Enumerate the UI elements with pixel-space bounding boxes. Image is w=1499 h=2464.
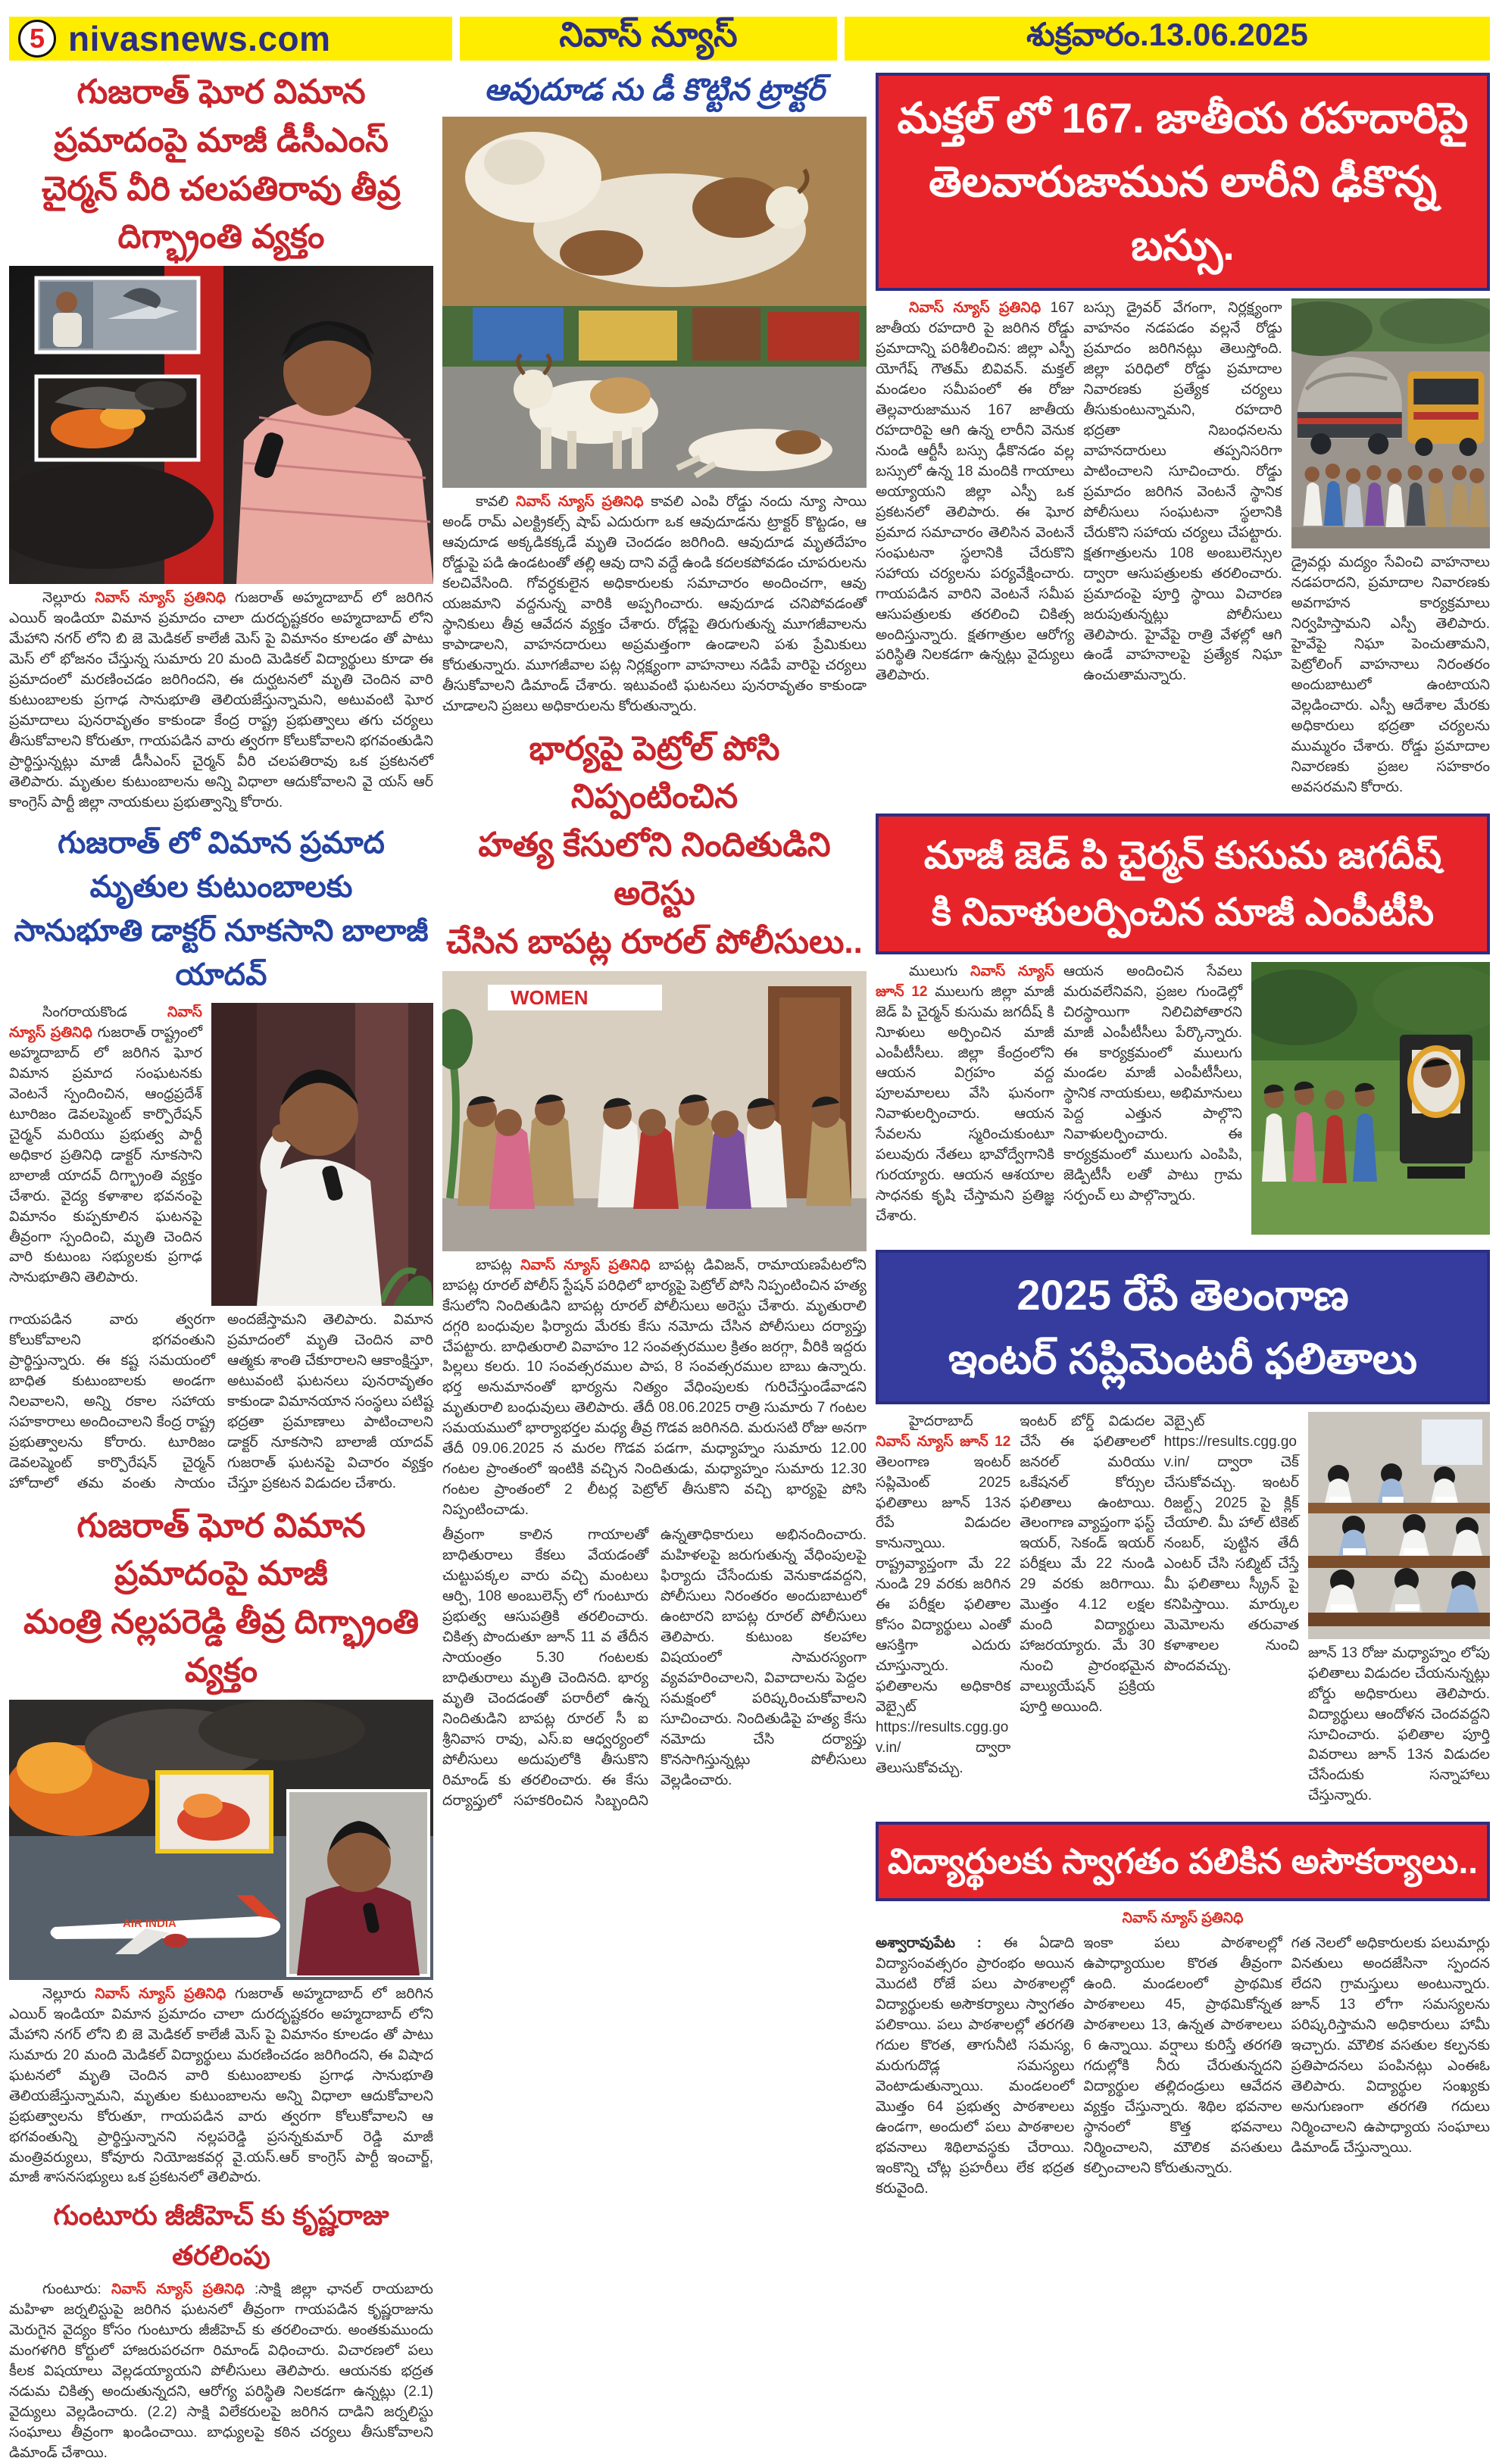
l4-headline: గుంటూరు జీజీహెచ్ కు కృష్ణరాజు తరలింపు [53,2200,389,2271]
r4-byline: నివాస్ న్యూస్ ప్రతినిధి [1122,1910,1244,1927]
l3-body: నెల్లూరు నివాస్ న్యూస్ ప్రతినిధి గుజరాత్ అహ్మదాబాద్ లో జరిగిన ఎయిర్ ఇండియా విమాన ప్రమాదం చాలా దురదృష్టకరం అహ్మదాబాద్ లోని మేహాని నగర్ లోని బి జె మెడికల్ కాలేజీ మెస్ పై విమానం కూలడం తో పాటు సుమారు 20 మంది మెడికల్ విద్యార్థులు మరణించడం జరిగిందని, ఈ విషాద ఘటనలో మృతి చెందిన వారి కుటుంబాలకు ప్రగాఢ సానుభూతి తెలియజేస్తున్నామని, మృతుల కుటుంబాలను అన్ని విధాలా ఆదుకోవాలని ప్రభుత్వాలను కోరుతూ, గాయపడిన వారు త్వరగా కోలుకోవాలని ఆ భగవంతున్ని ప్రార్థిస్తున్నానని నల్లపరెడ్డి ప్రసన్నకుమార్ రెడ్డి మాజీ మంత్రివర్యులు, కోవూరు నియోజకవర్గ వై.యస్.ఆర్ కాంగ్రెస్ పార్టీ ఇంచార్జ్, మాజీ శాసనసభ్యులు ఒక ప్రకటనలో తెలిపారు. [9,1985,434,2186]
r1-col-a: నివాస్ న్యూస్ ప్రతినిధి 167 జాతీయ రహదారి పై జరిగిన రోడ్డు ప్రమాదాన్ని పరిశీలించిన: జిల్లా ఎస్పీ యోగేష్ గౌతమ్ బివివన్. మక్తల్ మండలం సమీపంలో ఈ రోజు తెల్లవారుజామున 167 జాతీయ రహదారిపై ఆగి ఉన్న లారీని వెనుక నుండి ఆర్టీసీ బస్సు ఢీకొనడం వల్ల బస్సులో ఉన్న 18 మందికి గాయాలు అయ్యాయని జిల్లా ఎస్పీ ఒక ప్రకటనలో తెలిపారు. ఈ ఘోర ప్రమాద సమాచారం తెలిసిన వెంటనే సంఘటనా స్థలానికి చేరుకొని సహాయ చర్యలను పర్యవేక్షించారు. గాయపడిన వారిని వెంటనే సమీప ఆసుపత్రులకు తరలించి చికిత్స అందిస్తున్నారు. క్షతగాత్రుల ఆరోగ్య పరిస్థితి నిలకడగా ఉన్నట్లు వైద్యులు తెలిపారు. [876,300,1075,684]
r1-col-b: బస్సు డ్రైవర్ వేగంగా, నిర్లక్ష్యంగా వాహనం నడపడం వల్లనే రోడ్డు ప్రమాదం జరిగినట్లు తెలుస్తోంది. జిల్లా పరిధిలో రోడ్డు ప్రమాదాల నివారణకు ప్రత్యేక చర్యలు తీసుకుంటున్నామని, రహదారి భద్రతా నిబంధనలను వాహనదారులు తప్పనిసరిగా పాటించాలని సూచించారు. రోడ్డు ప్రమాదం జరిగిన వెంటనే స్థానిక పోలీసులు సంఘటనా స్థలానికి చేరుకొని సహాయ చర్యలు చేపట్టారు. క్షతగాత్రులను 108 అంబులెన్సుల ద్వారా ఆసుపత్రులకు తరలించారు. ప్రమాదంపై పూర్తి స్థాయి విచారణ జరుపుతున్నట్లు పోలీసులు తెలిపారు. హైవేపై రాత్రి వేళల్లో ఆగి ఉండే వాహనాలపై ప్రత్యేక నిఘా ఉంచుతామన్నారు. [1083,300,1282,684]
column-middle [442,68,867,2464]
photo-crash-collage-air-india [9,1700,433,1980]
photo-bus-lorry-accident [1291,298,1490,548]
masthead-bar [9,14,1490,61]
paper-title: నివాస్ న్యూస్ [559,14,738,54]
r3-col-d: జూన్ 13 రోజు మధ్యాహ్నం లోపు ఫలితాలు విడుదల చేయనున్నట్లు బోర్డు అధికారులు తెలిపారు. విద్యార్థులు ఆందోళన చెందవద్దని సూచించారు. ఫలితాల పూర్తి వివరాలు జూన్ 13న విడుదల చేసేందుకు సన్నాహాలు చేస్తున్నారు. [1308,1412,1490,1807]
photo-police-group-arrest [442,971,867,1251]
r4-col-c: గత నెలలో అధికారులకు పలుమార్లు వినతులు అందజేసినా స్పందన లేదని గ్రామస్తులు అంటున్నారు. జూన్ 13 లోగా సమస్యలను పరిష్కరిస్తామని అధికారులు హామీ ఇచ్చారు. మౌలిక వసతుల కల్పనకు ప్రతిపాదనలు పంపినట్లు ఎంఈఓ తెలిపారు. విద్యార్థుల సంఖ్యకు అనుగుణంగా తరగతి గదులు నిర్మించాలని ఉపాధ్యాయ సంఘాలు డిమాండ్ చేస్తున్నాయి. [1291,1935,1490,2156]
photo-memorial-tribute [1251,962,1490,1235]
photo-dcms-chairman-speaking [9,266,433,584]
r4-col-a: అశ్వారావుపేట : ఈ ఏడాది విద్యాసంవత్సరం ప్రారంభం అయిన మొదటి రోజే పలు పాఠశాలల్లో విద్యార్థులకు అసౌకర్యాలు స్వాగతం పలికాయి. పలు పాఠశాలల్లో తరగతి గదుల కొరత, తాగునీటి సమస్య, మరుగుదొడ్ల సమస్యలు వెంటాడుతున్నాయి. మండలంలో మొత్తం 64 ప్రభుత్వ పాఠశాలలు ఉండగా, అందులో పలు పాఠశాలల భవనాలు శిథిలావస్థకు చేరాయి. ఇంకొన్ని చోట్ల ప్రహరీలు లేక భద్రత కరువైంది. [876,1935,1075,2197]
photo-calf-hit-by-tractor [442,117,867,488]
r3-col-c: వెబ్సైట్ https://results.cgg.gov.in/ ద్వారా చెక్ చేసుకోవచ్చు. ఇంటర్ రిజల్ట్స్ 2025 పై క్లిక్ చేయాలి. మీ హాల్ టికెట్ నంబర్, పుట్టిన తేదీ ఎంటర్ చేసి సబ్మిట్ చేస్తే మీ ఫలితాలు స్క్రీన్ పై కనిపిస్తాయి. మార్కుల మెమోలను తరువాత కళాశాలల నుంచి పొందవచ్చు. [1163,1413,1299,1675]
r4-content [876,1934,1490,2200]
r2-col-b: ఆయన అందించిన సేవలు మరువలేనివని, ప్రజల గుండెల్లో చిరస్థాయిగా నిలిచిపోతారని మాజీ ఎంపీటీసీలు పేర్కొన్నారు. ఈ కార్యక్రమంలో ములుగు మండల మాజీ ఎంపీటీసీలు, స్థానిక నాయకులు, అభిమానులు పెద్ద ఎత్తున పాల్గొని నివాళులర్పించారు. ఈ కార్యక్రమంలో ములుగు ఎంపిపి, జెడ్పిటీసీ లతో పాటు గ్రామ సర్పంచ్ లు పాల్గొన్నారు. [1063,963,1242,1204]
svg-text:AIR INDIA: AIR INDIA [123,1916,176,1930]
photo-students-writing-exam [1308,1412,1490,1639]
r3-col-a: హైదరాబాద్ నివాస్ న్యూస్ జూన్ 12 తెలంగాణ ఇంటర్ సప్లిమెంట్ 2025 ఫలితాలు జూన్ 13న రేపే విడుదల కానున్నాయి. రాష్ట్రవ్యాప్తంగా మే 22 నుండి 29 వరకు జరిగిన ఈ పరీక్షల ఫలితాల కోసం విద్యార్థులు ఎంతో ఆసక్తిగా ఎదురు చూస్తున్నారు. ఫలితాలను అధికారిక వెబ్సైట్ https://results.cgg.gov.in/ ద్వారా తెలుసుకోవచ్చు. [876,1413,1011,1777]
masthead-left-segment [9,17,452,61]
m2-headline: భార్యపై పెట్రోల్ పోసి నిప్పంటించిన హత్య కేసులోని నిందితుడిని అరెస్టు చేసిన బాపట్ల రూరల్ పోలీసులు.. [446,729,863,960]
column-left [9,68,433,2464]
edition-date: శుక్రవారం.13.06.2025 [1026,16,1308,52]
l1-body: నెల్లూరు నివాస్ న్యూస్ ప్రతినిధి గుజరాత్ అహ్మదాబాద్ లో జరిగిన ఎయిర్ ఇండియా విమాన ప్రమాదం చాలా దురదృష్టకరం అహ్మదాబాద్ లోని మేహాని నగర్ లోని బి జె మెడికల్ కాలేజీ మెస్ పై విమానం కూలడం తో పాటు మెస్ లో భోజనం చేస్తున్న సుమారు 20 మంది మెడికల్ విద్యార్థులు కూడా ఈ ప్రమాదంలో మరణించడం జరిగిందని, ఈ దుర్ఘటనలో మృతి చెందిన వారి కుటుంబాలకు ప్రగాఢ సానుభూతి తెలియజేస్తున్నామని, అటువంటి ఘోర ప్రమాదాలు పునరావృతం కాకుండా కేంద్ర రాష్ట్ర ప్రభుత్వాలు తగు చర్యలు తీసుకోవాలని కోరుతూ, గాయపడిన వారు త్వరగా కోలుకోవాలని భగవంతుడిని ప్రార్థిస్తున్నట్లు మాజీ డీసీఎంస్ చైర్మన్ వీరి చలపతిరావు ఒక ప్రకటనలో తెలిపారు. మృతుల కుటుంబాలను అన్ని విధాలా ఆదుకోవాలని వై యస్ ఆర్ కాంగ్రెస్ పార్టీ జిల్లా నాయకులు ప్రభుత్వాన్ని కోరారు. [9,590,434,810]
m1-headline: ఆవుదూడ ను డీ కొట్టిన ట్రాక్టర్ [484,73,825,107]
l2-headline: గుజరాత్ లో విమాన ప్రమాద మృతుల కుటుంబాలకు సానుభూతి డాక్టర్ నూకసాని బాలాజీ యాదవ్ [14,826,429,992]
r3-content [876,1412,1490,1807]
r3-headline-box: 2025 రేపే తెలంగాణ ఇంటర్ సప్లిమెంటరీ ఫలితాలు [876,1250,1490,1404]
masthead-center-segment [460,14,837,61]
m2-body-1: బాపట్ల నివాస్ న్యూస్ ప్రతినిధి బాపట్ల డివిజన్, రామాయణపేటలోని బాపట్ల రూరల్ పోలీస్ స్టేషన్ పరిధిలో భార్యపై పెట్రోల్ పోసి నిప్పంటించిన హత్య కేసులోని నిందితుడిని బాపట్ల రూరల్ పోలీసులు అరెస్టు చేశారు. మృతురాలి దగ్గరి బంధువుల ఫిర్యాదు మేరకు కేసు నమోదు చేసిన పోలీసులు దర్యాప్తు చేపట్టారు. బాధితురాలి వివాహం 12 సంవత్సరముల క్రితం జరగ్గా, వీరికి ఇద్దరు పిల్లలు కలరు. 10 సంవత్సరముల పాప, 8 సంవత్సరముల బాబు ఉన్నారు. భర్త అనుమానంతో భార్యను నిత్యం వేధింపులకు గురిచేస్తుండేవాడని మృతురాలి బంధువులు తెలిపారు. తేదీ 08.06.2025 రాత్రి సుమారు 7 గంటల సమయములో భార్యాభర్తల మధ్య తీవ్ర గొడవ జరిగినది. మరుసటి రోజు అనగా తేదీ 09.06.2025 న మరల గొడవ పడగా, మధ్యాహ్నం సుమారు 12.00 గంటల ప్రాంతంలో ఇంటికి వచ్చిన నిందితుడు, మధ్యాహ్నం సుమారు 12.30 గంటల ప్రాంతంలో 2 లీటర్ల పెట్రోల్ తీసుకొని వచ్చి భార్యపై పోసి నిప్పంటించాడు. [442,1257,867,1519]
l2-body: గాయపడిన వారు త్వరగా కోలుకోవాలని భగవంతుని ప్రార్థిస్తున్నారు. ఈ కష్ట సమయంలో బాధిత కుటుంబాలకు అండగా నిలవాలని, అన్ని రకాల సహాయ సహకారాలు అందించాలని కేంద్ర రాష్ట్ర ప్రభుత్వాలను కోరారు. టూరిజం డెవలప్మెంట్ కార్పొరేషన్ చైర్మన్ హోదాలో తమ వంతు సాయం అందజేస్తామని తెలిపారు. విమాన ప్రమాదంలో మృతి చెందిన వారి ఆత్మకు శాంతి చేకూరాలని ఆకాంక్షిస్తూ, అటువంటి ఘటనలు పునరావృతం కాకుండా విమానయాన సంస్థలు పటిష్ట భద్రతా ప్రమాణాలు పాటించాలని డాక్టర్ నూకసాని బాలాజీ యాదవ్ గుజరాత్ ఘటనపై విచారం వ్యక్తం చేస్తూ ప్రకటన విడుదల చేశారు. [9,1311,433,1491]
m2-body-2: తీవ్రంగా కాలిన గాయాలతో బాధితురాలు కేకలు వేయడంతో చుట్టుపక్కల వారు వచ్చి మంటలు ఆర్పి, 108 అంబులెన్స్ లో గుంటూరు ప్రభుత్వ ఆసుపత్రికి తరలించారు. చికిత్స పొందుతూ జూన్ 11 వ తేదీన సాయంత్రం 5.30 గంటలకు బాధితురాలు మృతి చెందినది. భార్య మృతి చెందడంతో పరారీలో ఉన్న నిందితుడిని బాపట్ల రూరల్ సీ ఐ శ్రీనివాస రావు, ఎస్.ఐ ఆధ్వర్యంలో పోలీసులు అదుపులోకి తీసుకొని రిమాండ్ కు తరలించారు. ఈ కేసు దర్యాప్తులో సహకరించిన సిబ్బందిని ఉన్నతాధికారులు అభినందించారు. మహిళలపై జరుగుతున్న వేధింపులపై ఫిర్యాదు చేసేందుకు వెనుకాడవద్దని, పోలీసులు నిరంతరం అందుబాటులో ఉంటారని బాపట్ల రూరల్ పోలీసులు తెలిపారు. కుటుంబ కలహాల విషయంలో సామరస్యంగా వ్యవహరించాలని, వివాదాలను పెద్దల సమక్షంలో పరిష్కరించుకోవాలని సూచించారు. నిందితుడిపై హత్య కేసు నమోదు చేసి దర్యాప్తు కొనసాగిస్తున్నట్లు పోలీసులు వెల్లడించారు. [442,1527,867,1809]
r3-col-b: ఇంటర్ బోర్డ్ విడుదల చేసే ఈ ఫలితాలలో జనరల్ మరియు ఒకేషనల్ కోర్సుల ఫలితాలు ఉంటాయి. తెలంగాణ వ్యాప్తంగా ఫస్ట్ ఇయర్, సెకండ్ ఇయర్ పరీక్షలు మే 22 నుండి 29 వరకు జరిగాయి. మొత్తం 4.12 లక్షల మంది విద్యార్థులు హాజరయ్యారు. మే 30 నుంచి ప్రారంభమైన వాల్యుయేషన్ ప్రక్రియ పూర్తి అయింది. [1020,1413,1155,1716]
m1-body: కావలి నివాస్ న్యూస్ ప్రతినిధి కావలి ఎంపి రోడ్డు నందు న్యూ సాయి అండ్ రామ్ ఎలక్ట్రికల్స్ షాప్ ఎదురుగా ఒక ఆవుదూడను ట్రాక్టర్ కొట్టడం, ఆ ఆవుదూడ అక్కడికక్కడే మృతి చెందడం జరిగింది. ఆవుదూడ మృతదేహం రోడ్డుపై పడి ఉండటంతో తల్లి ఆవు దాని వద్దే ఉండి కదలకపోవడం చూపరులను కలచివేసింది. గోవర్ధకులైన అధికారులకు సమాచారం అందించగా, ఆవు యజమాని వద్దనున్న వారికి అప్పగించారు. ఆవుదూడ చనిపోవడంతో స్థానికులు తీవ్ర ఆవేదన వ్యక్తం చేశారు. రోడ్లపై తిరుగుతున్న మూగజీవాలను కాపాడాలని, వాహనదారులు అప్రమత్తంగా ఉండాలని పశు ప్రేమికులు కోరుతున్నారు. మూగజీవాల పట్ల నిర్లక్ష్యంగా వాహనాలు నడిపే వారిపై చర్యలు తీసుకోవాలని డిమాండ్ చేశారు. ఇటువంటి ఘటనలు పునరావృతం కాకుండా చూడాలని ప్రజలు అధికారులను కోరుతున్నారు. [442,494,867,714]
l4-body: గుంటూరు: నివాస్ న్యూస్ ప్రతినిధి :సాక్షి జిల్లా ఛానల్ రాయబారు మహిళా జర్నలిస్టుపై జరిగిన ఘటనలో తీవ్రంగా గాయపడిన కృష్ణరాజును మెరుగైన వైద్యం కోసం గుంటూరు జీజీహెచ్ కు తరలించారు. అంతకుముందు మంగళగిరి కోర్టులో హాజరుపరచగా రిమాండ్ విధించారు. విచారణలో పలు కీలక విషయాలు వెల్లడయ్యాయని పోలీసులు తెలిపారు. ఆయనకు భద్రత నడుమ చికిత్స అందుతున్నదని, ఆరోగ్య పరిస్థితి నిలకడగా ఉన్నట్లు (2.1) వైద్యులు వెల్లడించారు. (2.2) సాక్షి విలేకరులపై జరిగిన దాడిని జర్నలిస్టు సంఘాలు తీవ్రంగా ఖండించాయి. బాధ్యులపై కఠిన చర్యలు తీసుకోవాలని డిమాండ్ చేశాయి. [9,2281,433,2461]
r2-headline-box: మాజీ జెడ్ పి చైర్మన్ కుసుమ జగదీష్ కి నివాళులర్పించిన మాజీ ఎంపీటీసి [876,814,1490,954]
site-name: nivasnews.com [68,19,331,58]
photo-balaji-yadav-speaking [211,1003,433,1306]
r1-content [876,298,1490,798]
svg-text:WOMEN: WOMEN [511,985,589,1009]
column-right [876,68,1490,2464]
r4-headline-box: విద్యార్థులకు స్వాగతం పలికిన అసౌకర్యాలు.. [876,1822,1490,1901]
l3-headline: గుజరాత్ ఘోర విమాన ప్రమాదంపై మాజీ మంత్రి నల్లపరెడ్డి తీవ్ర దిగ్భ్రాంతి వ్యక్తం [23,1507,420,1689]
l1-headline: గుజరాత్ ఘోర విమాన ప్రమాదంపై మాజీ డీసీఎంస్ చైర్మన్ వీరి చలపతిరావు తీవ్ర దిగ్భ్రాంతి వ్యక్తం [41,73,401,256]
r4-col-b: ఇంకా పలు పాఠశాలల్లో ఉపాధ్యాయుల కొరత తీవ్రంగా ఉంది. మండలంలో ప్రాథమిక పాఠశాలలు 45, ప్రాథమికోన్నత పాఠశాలలు 13, ఉన్నత పాఠశాలలు 6 ఉన్నాయి. వర్షాలు కురిస్తే తరగతి గదుల్లోకి నీరు చేరుతున్నదని విద్యార్థుల తల్లిదండ్రులు ఆవేదన వ్యక్తం చేస్తున్నారు. శిథిల భవనాల స్థానంలో కొత్త భవనాలు నిర్మించాలని, మౌలిక వసతులు కల్పించాలని కోరుతున్నారు. [1083,1935,1282,2176]
r2-col-a: ములుగు నివాస్ న్యూస్ జూన్ 12 ములుగు జిల్లా మాజీ జెడ్ పి చైర్మన్ కుసుమ జగదీష్ కి నిూళులు అర్పించిన మాజీ ఎంపీటీసీలు. జిల్లా కేంద్రంలోని ఆయన విగ్రహం వద్ద పూలమాలలు వేసి ఘనంగా నివాళులర్పించారు. ఆయన సేవలను స్మరించుకుంటూ పలువురు నేతలు భావోద్వేగానికి గురయ్యారు. ఆయన ఆశయాల సాధనకు కృషి చేస్తామని ప్రతిజ్ఞ చేశారు. [876,963,1054,1225]
r1-col-c: డ్రైవర్లు మద్యం సేవించి వాహనాలు నడపరాదని, ప్రమాదాల నివారణకు అవగాహన కార్యక్రమాలు నిర్వహిస్తామని ఎస్పీ తెలిపారు. హైవేపై నిఘా పెంచుతామని, పెట్రోలింగ్ వాహనాలు నిరంతరం అందుబాటులో ఉంటాయని వెల్లడించారు. ఎస్పీ ఆదేశాల మేరకు అధికారులు భద్రతా చర్యలను ముమ్మరం చేశారు. రోడ్డు ప్రమాదాల నివారణకు ప్రజల సహకారం అవసరమని కోరారు. [1291,298,1490,798]
l2-lead: సింగరాయకొండ నివాస్ న్యూస్ ప్రతినిధి గుజరాత్ రాష్ట్రంలో అహ్మదాబాద్ లో జరిగిన ఘోర విమాన ప్రమాద సంఘటనకు వెంటనే స్పందించిన, ఆంధ్రప్రదేశ్ టూరిజం డెవలప్మెంట్ కార్పొరేషన్ చైర్మన్ మరియు ప్రభుత్వ పార్టీ అధికార ప్రతినిధి డాక్టర్ నూకసాని బాలాజీ యాదవ్ దిగ్భ్రాంతి వ్యక్తం చేశారు. వైద్య కళాశాల భవనంపై విమానం కుప్పకూలిన ఘటనపై తీవ్రంగా స్పందించి, మృతి చెందిన వారి కుటుంబ సభ్యులకు ప్రగాఢ సానుభూతిని తెలిపారు. [9,1004,203,1286]
r2-content [876,962,1490,1235]
r1-headline-box: మక్తల్ లో 167. జాతీయ రహదారిపై తెలవారుజామున లారీని ఢీకొన్న బస్సు. [876,73,1490,291]
masthead-right-segment [845,17,1490,61]
page-number-badge: 5 [18,20,56,58]
